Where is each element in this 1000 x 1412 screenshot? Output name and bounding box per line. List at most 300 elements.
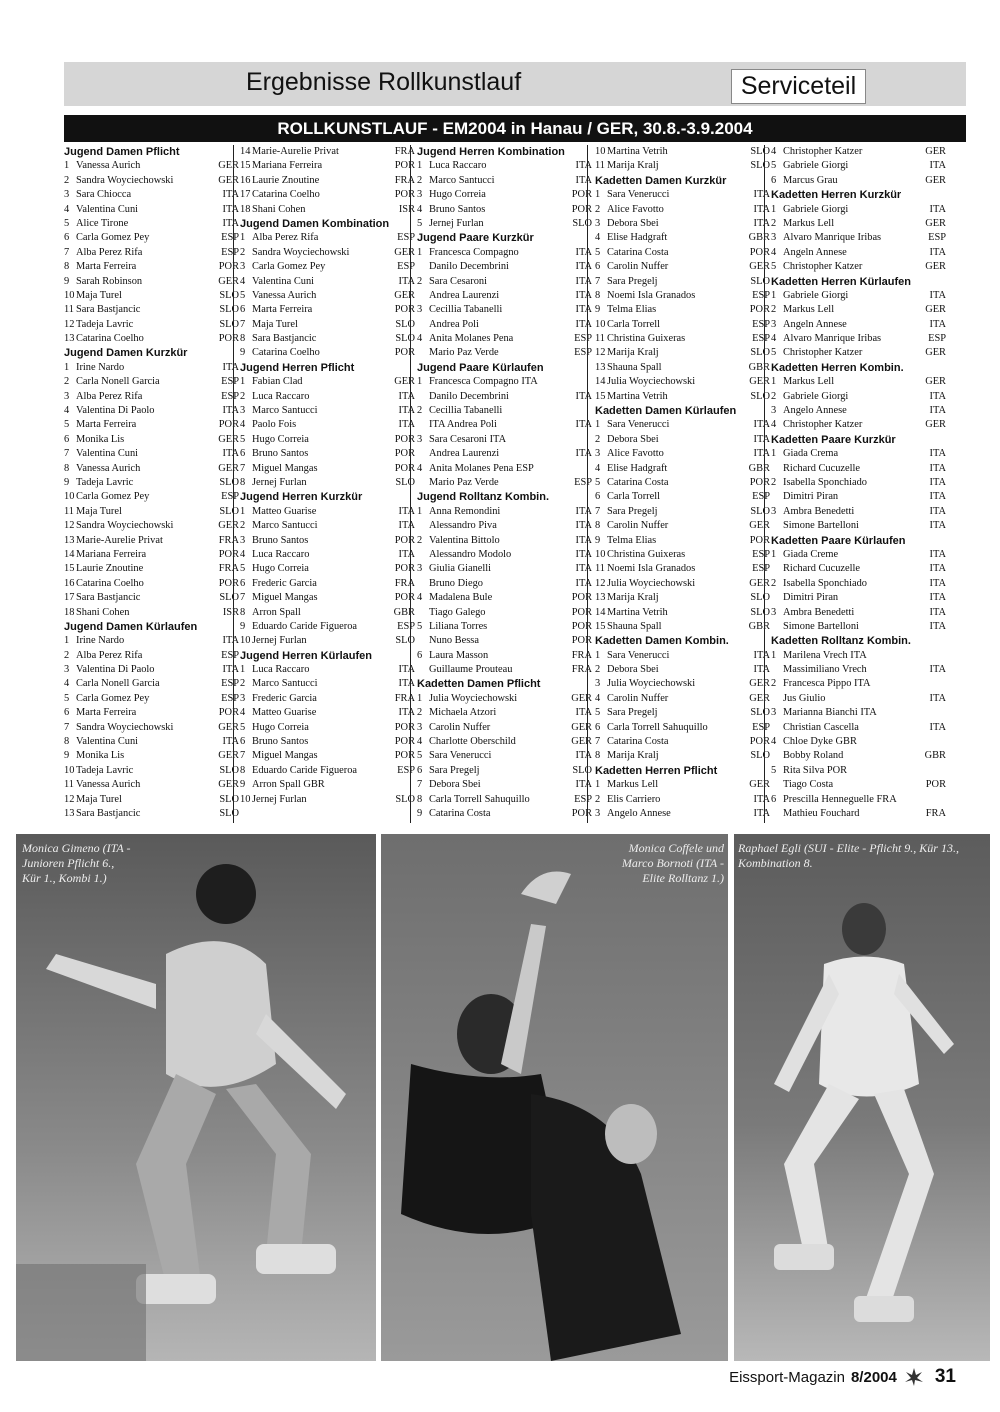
rank: 12 [64,520,75,532]
country-code: ITA [222,405,239,417]
result-row [64,246,239,260]
country-code: POR [218,548,239,560]
country-code: ESP [221,246,239,258]
result-row [417,663,592,677]
country-code: GER [218,174,239,186]
country-code: ITA [575,160,592,172]
country-code: POR [749,534,770,546]
result-row [240,793,415,807]
country-code: ITA [575,261,592,273]
skater-name: Michaela Atzori [429,707,497,719]
rank: 9 [595,534,601,546]
caption-line: Monica Coffele und [628,841,724,855]
result-row [240,404,415,418]
country-code: ESP [752,563,770,575]
result-row [771,145,946,159]
result-row [595,447,770,461]
category-heading: Jugend Damen Kombination [240,217,390,230]
skater-name: Julia Woyciechowski [429,692,518,704]
result-row [240,562,415,576]
country-code: POR [571,203,592,215]
result-row [771,778,946,792]
category-heading: Kadetten Herren Kurzkür [771,189,902,202]
skater-name: Angelo Annese [783,405,847,417]
skater-name: Sarah Robinson [76,275,143,287]
result-row [771,231,946,245]
country-code: ITA [575,707,592,719]
skater-name: Alvaro Manrique Iribas [783,333,882,345]
country-code: GER [571,721,592,733]
skater-name: Alice Favotto [607,203,664,215]
result-row [240,706,415,720]
category-heading: Jugend Herren Kurzkür [240,491,363,504]
result-row [417,404,592,418]
rank: 10 [595,318,606,330]
country-code: ESP [752,491,770,503]
skater-name: Gabriele Giorgi [783,289,849,301]
country-code: ITA [929,448,946,460]
country-code: ITA [929,505,946,517]
result-row [64,390,239,404]
country-code: GER [749,692,770,704]
rank: 1 [595,419,601,431]
country-code: ESP [221,232,239,244]
country-code: ESP [397,261,415,273]
column-divider [233,145,234,823]
result-row [595,807,770,821]
country-code: SLO [750,592,770,604]
result-row [417,447,592,461]
skater-name: ITA Andrea Poli [429,419,497,431]
caption-line: Marco Bornoti (ITA - [621,856,724,870]
result-row [64,519,239,533]
rank: 7 [64,721,70,733]
rank: 10 [64,491,75,503]
rank: 6 [417,649,423,661]
country-code: ITA [575,390,592,402]
skater-name: Luca Raccaro [252,390,310,402]
country-code: ITA [929,592,946,604]
skater-name: Elise Hadgraft [607,232,668,244]
skater-name: Arron Spall GBR [252,779,325,791]
rank: 9 [417,807,423,819]
country-code: ITA [575,304,592,316]
skater-name: Angelo Annese [607,807,671,819]
skater-name: Christina Guixeras [607,333,686,345]
result-row [771,591,946,605]
country-code: ESP [221,678,239,690]
skater-name: Catarina Coelho [252,189,320,201]
country-code: ITA [575,174,592,186]
country-code: ITA [929,203,946,215]
country-code: ESP [397,620,415,632]
rank: 10 [64,289,75,301]
skater-name: Laurie Znoutine [76,563,144,575]
magazine-name: Eissport-Magazin [729,1368,845,1386]
skater-name: Matteo Guarise [252,707,317,719]
rank: 13 [64,534,75,546]
skater-name: Christopher Katzer [783,146,863,157]
country-code: GER [394,246,415,258]
skater-name: Sara Pregelj [607,505,658,517]
rank: 6 [595,721,601,733]
result-row [64,447,239,461]
rank: 3 [595,807,601,819]
result-row [64,764,239,778]
country-code: SLO [395,476,415,488]
country-code: GER [218,779,239,791]
skater-name: Noemi Isla Granados [607,563,696,575]
result-row [771,203,946,217]
skater-name: Carla Torrell [607,318,661,330]
section-tag: Serviceteil [731,69,866,104]
rank: 6 [240,736,246,748]
skater-name: Carla Nonell Garcia [76,678,160,690]
skater-name: Angeln Annese [783,246,847,258]
rank: 14 [240,146,251,157]
rank: 17 [240,189,251,201]
country-code: ESP [752,289,770,301]
result-row [595,591,770,605]
result-row [771,375,946,389]
result-row [417,332,592,346]
result-row [64,231,239,245]
result-row [64,404,239,418]
rank: 1 [240,232,246,244]
country-code: ESP [221,491,239,503]
rank: 3 [240,405,246,417]
country-code: ITA [222,361,239,373]
rank: 1 [771,289,777,301]
skater-name: Catarina Coelho [76,333,144,345]
skater-name: Markus Lell [783,304,835,316]
result-row [595,361,770,375]
rank: 1 [417,160,423,172]
rank: 6 [417,764,423,776]
rank: 5 [240,289,246,301]
country-code: POR [394,160,415,172]
rank: 4 [417,462,423,474]
skater-name: Cecillia Tabanelli [429,304,503,316]
result-row [595,721,770,735]
country-code: ITA [753,649,770,661]
country-code: POR [394,304,415,316]
skater-name: Matteo Guarise [252,505,317,517]
column-divider [764,145,765,823]
country-code: SLO [750,146,770,157]
country-code: ITA [929,664,946,676]
rank: 4 [240,707,246,719]
skater-name: Sara Cesaroni [429,275,487,287]
result-row [64,663,239,677]
skater-name: Alba Perez Rifa [76,649,143,661]
result-row [595,606,770,620]
result-row [64,361,239,375]
rank: 4 [240,419,246,431]
skater-name: Bruno Santos [252,448,309,460]
skater-name: Telma Elias [607,304,657,316]
skater-name: Carolin Nuffer [607,692,669,704]
rank: 8 [417,793,423,805]
country-code: POR [218,577,239,589]
skater-name: Hugo Correia [429,189,486,201]
result-row [595,562,770,576]
skater-name: Sandra Woyciechowski [252,246,350,258]
result-row [771,721,946,735]
skater-name: Simone Bartelloni [783,520,859,532]
rank: 3 [64,390,70,402]
country-code: ITA [929,563,946,575]
skater-name: Laurie Znoutine [252,174,320,186]
result-row [417,346,592,360]
result-row [595,188,770,202]
rank: 3 [240,261,246,273]
skater-name: Bruno Diego [429,577,483,589]
result-row [240,303,415,317]
skater-name: Bruno Santos [252,736,309,748]
rank: 10 [240,635,251,647]
rank: 6 [595,491,601,503]
result-row [64,649,239,663]
result-row [595,375,770,389]
rank: 2 [64,376,70,388]
rank: 1 [240,505,246,517]
country-code: SLO [219,764,239,776]
skater-name: Paolo Fois [252,419,297,431]
country-code: SLO [219,793,239,805]
skater-name: Elis Carriero [607,793,661,805]
result-row [64,562,239,576]
country-code: FRA [218,563,239,575]
result-row [771,606,946,620]
country-code: POR [571,606,592,618]
skater-name: Marta Ferreira [76,419,137,431]
skater-name: Fabian Clad [252,376,303,388]
skater-name: Debora Sbei [607,217,659,229]
country-code: SLO [572,217,592,229]
country-code: GER [218,160,239,172]
country-code: ITA [929,721,946,733]
rank: 10 [595,146,606,157]
result-row [595,346,770,360]
country-code: ITA [753,664,770,676]
skater-name: Sandra Woyciechowski [76,721,174,733]
result-row [417,591,592,605]
rank: 1 [595,779,601,791]
skater-name: Catarina Costa [429,807,491,819]
country-code: ITA [753,448,770,460]
rank: 2 [240,678,246,690]
country-code: SLO [750,275,770,287]
result-row [240,174,415,188]
country-code: GER [925,376,946,388]
result-row [771,318,946,332]
country-code: ITA [575,419,592,431]
country-code: ESP [752,318,770,330]
result-row [417,318,592,332]
rank: 15 [595,390,606,402]
result-row [64,577,239,591]
rank: 8 [64,736,70,748]
country-code: ESP [752,548,770,560]
result-row [240,692,415,706]
result-row [595,145,770,159]
skater-name: Giulia Gianelli [429,563,492,575]
skater-name: Liliana Torres [429,620,488,632]
result-row [64,778,239,792]
country-code: SLO [219,592,239,604]
rank: 7 [240,462,246,474]
rank: 3 [771,505,777,517]
result-row [417,721,592,735]
result-row [771,303,946,317]
result-row [240,476,415,490]
skater-name: Angeln Annese [783,318,847,330]
skater-name: Julia Woyciechowski [607,577,696,589]
rank: 1 [771,376,777,388]
result-row [771,490,946,504]
result-row [64,606,239,620]
result-row [595,462,770,476]
result-row [595,332,770,346]
skater-name: Christopher Katzer [783,261,863,273]
skater-name: Tadeja Lavric [76,318,134,330]
rank: 1 [771,203,777,215]
country-code: POR [218,419,239,431]
result-row [64,462,239,476]
skater-name: Tiago Costa [783,779,834,791]
skater-name: Shani Cohen [252,203,306,215]
country-code: GER [394,289,415,301]
rank: 6 [64,433,70,445]
result-row [240,188,415,202]
rank: 6 [595,261,601,273]
result-row [64,188,239,202]
caption-line: Kür 1., Kombi 1.) [22,871,107,885]
result-row [417,188,592,202]
rank: 7 [240,592,246,604]
country-code: ITA [575,318,592,330]
result-row [771,677,946,691]
country-code: POR [218,261,239,273]
rank: 5 [771,160,777,172]
skater-name: Francesca Compagno [429,246,519,258]
skater-name: Jernej Furlan [252,476,307,488]
rank: 1 [240,376,246,388]
caption-line: Junioren Pflicht 6., [22,856,115,870]
country-code: FRA [925,807,946,819]
skater-name: Sandra Woyciechowski [76,520,174,532]
result-row [595,577,770,591]
country-code: FRA [394,577,415,589]
country-code: ITA [753,217,770,229]
rank: 2 [64,649,70,661]
skater-name: Tadeja Lavric [76,764,134,776]
skater-name: Eduardo Caride Figueroa [252,620,358,632]
result-row [64,375,239,389]
skater-name: Marta Ferreira [252,304,313,316]
rank: 12 [595,577,606,589]
country-code: POR [571,620,592,632]
country-code: GER [749,678,770,690]
country-code: ISR [222,606,239,618]
result-row [64,318,239,332]
rank: 5 [240,721,246,733]
rank: 12 [595,347,606,359]
skater-name: Mathieu Fouchard [783,807,860,819]
skater-name: Vanessa Aurich [76,160,141,172]
country-code: ESP [574,333,592,345]
rank: 5 [64,217,70,229]
skater-name: Carla Gomez Pey [76,491,150,503]
country-code: ITA [398,505,415,517]
skater-name: Carla Gomez Pey [252,261,326,273]
country-code: ITA [575,448,592,460]
skater-name: Irine Nardo [76,635,125,647]
result-row [771,346,946,360]
skater-name: Hugo Correia [252,433,309,445]
rank: 5 [240,563,246,575]
skater-name: Martina Vetrih [607,606,668,618]
skater-name: Sara Bastjancic [76,807,141,819]
rank: 2 [417,707,423,719]
country-code: ITA [929,476,946,488]
skater-name: Sara Bastjancic [252,333,317,345]
result-row [417,246,592,260]
country-code: ITA [753,433,770,445]
result-row [64,505,239,519]
skater-name: Mario Paz Verde [429,476,499,488]
photo-caption-middle [600,841,724,886]
skater-name: Anna Remondini [429,505,501,517]
country-code: ITA [575,289,592,301]
result-row [417,462,592,476]
result-row [417,577,592,591]
category-heading: Kadetten Paare Kürlaufen [771,534,906,547]
result-row [417,649,592,663]
country-code: GER [925,347,946,359]
rank: 2 [240,390,246,402]
rank: 10 [64,764,75,776]
skater-name: Noemi Isla Granados [607,289,696,301]
skater-name: Marta Ferreira [76,261,137,273]
skater-name: Ambra Benedetti [783,606,855,618]
result-row [240,145,415,159]
rank: 14 [595,606,606,618]
skater-name: Valentina Cuni [252,275,315,287]
rank: 18 [64,606,75,618]
skater-name: Maja Turel [252,318,298,330]
rank: 6 [240,448,246,460]
result-row [595,289,770,303]
result-row [240,677,415,691]
skater-name: Tadeja Lavric [76,476,134,488]
category-heading: Kadetten Herren Kombin. [771,361,904,374]
rank: 2 [240,246,246,258]
rank: 2 [771,304,777,316]
country-code: ISR [398,203,415,215]
rank: 16 [64,577,75,589]
country-code: POR [394,448,415,460]
skater-name: Marija Kralj [607,160,659,172]
country-code: GBR [748,620,770,632]
country-code: POR [394,563,415,575]
skater-name: Carla Torrell Sahuquillo [607,721,708,733]
country-code: SLO [750,707,770,719]
skater-name: Luca Raccaro [252,548,310,560]
result-row [64,159,239,173]
result-row [240,390,415,404]
